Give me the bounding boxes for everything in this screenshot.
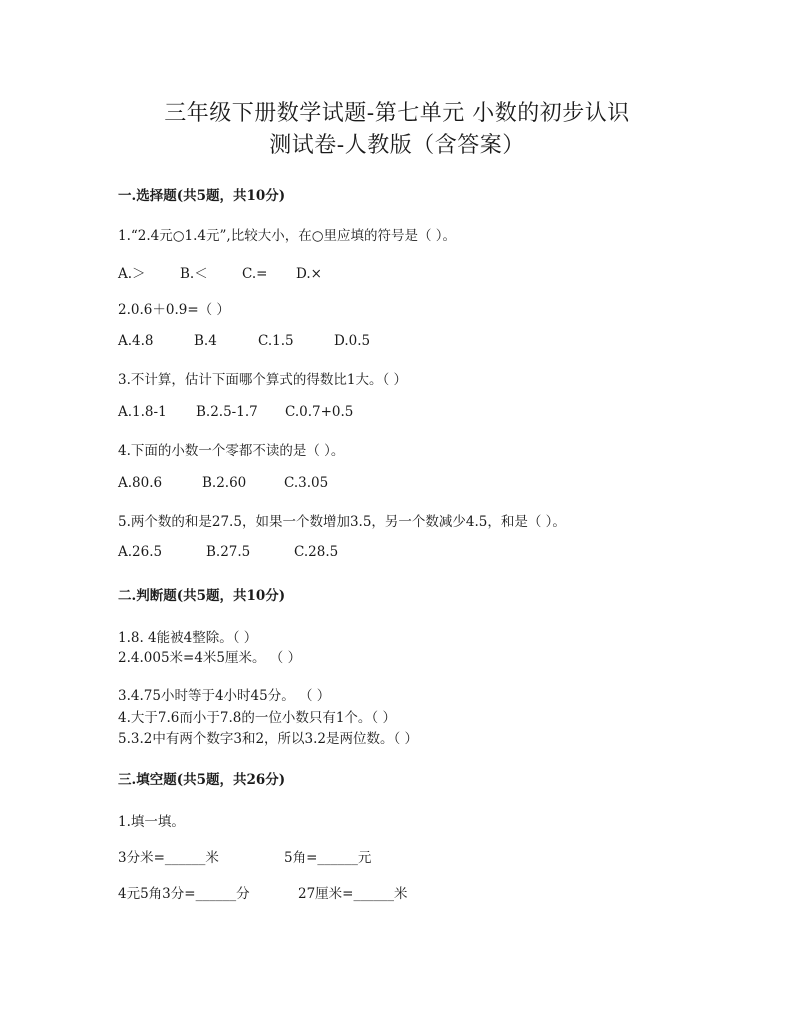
option: D.0.5 <box>334 333 371 349</box>
fill-blank-item: 5角=______元 <box>284 850 372 866</box>
fill-blank-item: 27厘米=______米 <box>298 886 408 902</box>
option: A.4.8 <box>118 333 154 349</box>
question-text: 1.填一填。 <box>118 814 185 830</box>
question-options <box>118 475 328 491</box>
option: A.26.5 <box>118 544 163 560</box>
option: C.= <box>242 266 268 282</box>
option: C.0.7+0.5 <box>285 404 354 420</box>
question-options <box>118 333 370 349</box>
question-options <box>118 544 338 560</box>
option: C.1.5 <box>258 333 294 349</box>
judge-item: 2.4.005米=4米5厘米。 （ ） <box>118 650 302 666</box>
judge-item: 1.8. 4能被4整除。（ ） <box>118 630 258 646</box>
fill-row <box>118 882 408 902</box>
option: A.1.8-1 <box>118 404 167 420</box>
option: D.× <box>296 266 322 282</box>
question-text: 1.“2.4元○1.4元”,比较大小，在○里应填的符号是（ ）。 <box>118 228 457 244</box>
judge-item: 4.大于7.6而小于7.8的一位小数只有1个。（ ） <box>118 710 396 726</box>
question-options <box>118 404 353 420</box>
option: C.28.5 <box>294 544 339 560</box>
section-heading-choice: 一.选择题(共5题，共10分) <box>118 188 286 204</box>
option: B.27.5 <box>206 544 251 560</box>
question-text: 5.两个数的和是27.5，如果一个数增加3.5，另一个数减少4.5，和是（ ）。 <box>118 514 566 530</box>
fill-blank-item: 3分米=______米 <box>118 850 219 866</box>
judge-item: 5.3.2中有两个数字3和2，所以3.2是两位数。（ ） <box>118 731 419 747</box>
fill-blank-item: 4元5角3分=______分 <box>118 886 250 902</box>
option: B.2.5-1.7 <box>196 404 258 420</box>
section-heading-judge: 二.判断题(共5题，共10分) <box>118 588 286 604</box>
fill-row <box>118 846 371 866</box>
option: A.80.6 <box>118 475 163 491</box>
option: A.＞ <box>118 266 146 282</box>
page-title-line-1: 三年级下册数学试题-第七单元 小数的初步认识 <box>164 101 630 126</box>
option: B.2.60 <box>202 475 247 491</box>
judge-item: 3.4.75小时等于4小时45分。 （ ） <box>118 688 331 704</box>
page-title-line-2: 测试卷-人教版（含答案） <box>269 133 525 158</box>
option: B.＜ <box>180 266 208 282</box>
section-heading-fill: 三.填空题(共5题，共26分) <box>118 772 286 788</box>
question-options <box>118 262 322 282</box>
question-text: 3.不计算，估计下面哪个算式的得数比1大。（ ） <box>118 372 408 388</box>
question-text: 4.下面的小数一个零都不读的是（ ）。 <box>118 443 345 459</box>
question-text: 2.0.6＋0.9=（ ） <box>118 302 230 318</box>
option: C.3.05 <box>284 475 329 491</box>
option: B.4 <box>194 333 217 349</box>
